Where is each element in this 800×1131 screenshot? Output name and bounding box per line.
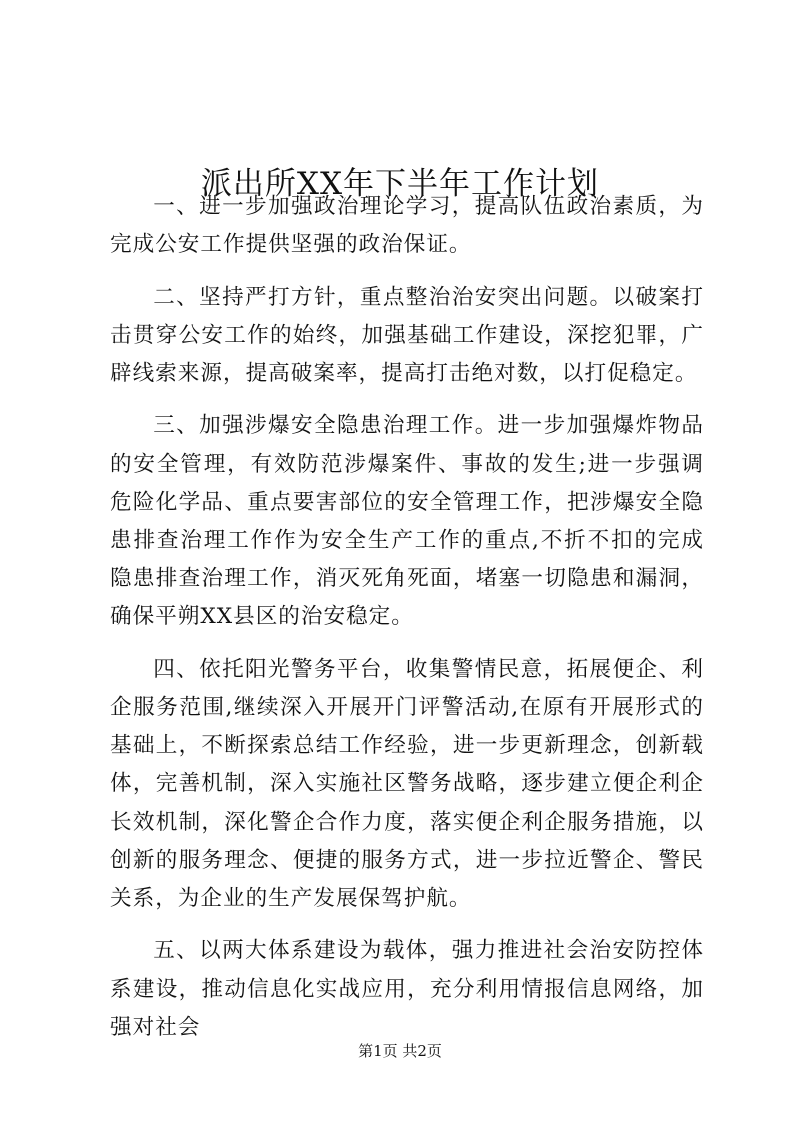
paragraph-3: 三、加强涉爆安全隐患治理工作。进一步加强爆炸物品的安全管理，有效防范涉爆案件、事故的发生;进一步强调危险化学品、重点要害部位的安全管理工作，把涉爆安全隐患排查治理工作作为安全生产工作的重点,不折不扣的完成隐患排查治理工作，消灭死角死面，堵塞一切隐患和漏洞，确保平朔XX县区的治安稳定。 [110, 413, 704, 630]
page-number-footer: 第1页 共2页 [358, 1042, 442, 1060]
document-title: 派出所XX年下半年工作计划 [200, 165, 600, 202]
document-body [110, 188, 704, 1061]
paragraph-2: 二、坚持严打方针，重点整治治安突出问题。以破案打击贯穿公安工作的始终，加强基础工作建设，深挖犯罪，广辟线索来源，提高破案率，提高打击绝对数，以打促稳定。 [110, 284, 704, 386]
paragraph-1: 一、进一步加强政治理论学习，提高队伍政治素质，为完成公安工作提供坚强的政治保证。 [110, 194, 704, 258]
paragraph-5: 五、以两大体系建设为载体，强力推进社会治安防控体系建设，推动信息化实战应用，充分利用情报信息网络，加强对社会 [110, 938, 704, 1040]
paragraph-4: 四、依托阳光警务平台，收集警情民意，拓展便企、利企服务范围,继续深入开展开门评警活动,在原有开展形式的基础上，不断探索总结工作经验，进一步更新理念，创新载体，完善机制，深入实施社区警务战略，逐步建立便企利企长效机制，深化警企合作力度，落实便企利企服务措施，以创新的服务理念、便捷的服务方式，进一步拉近警企、警民关系，为企业的生产发展保驾护航。 [110, 656, 704, 912]
